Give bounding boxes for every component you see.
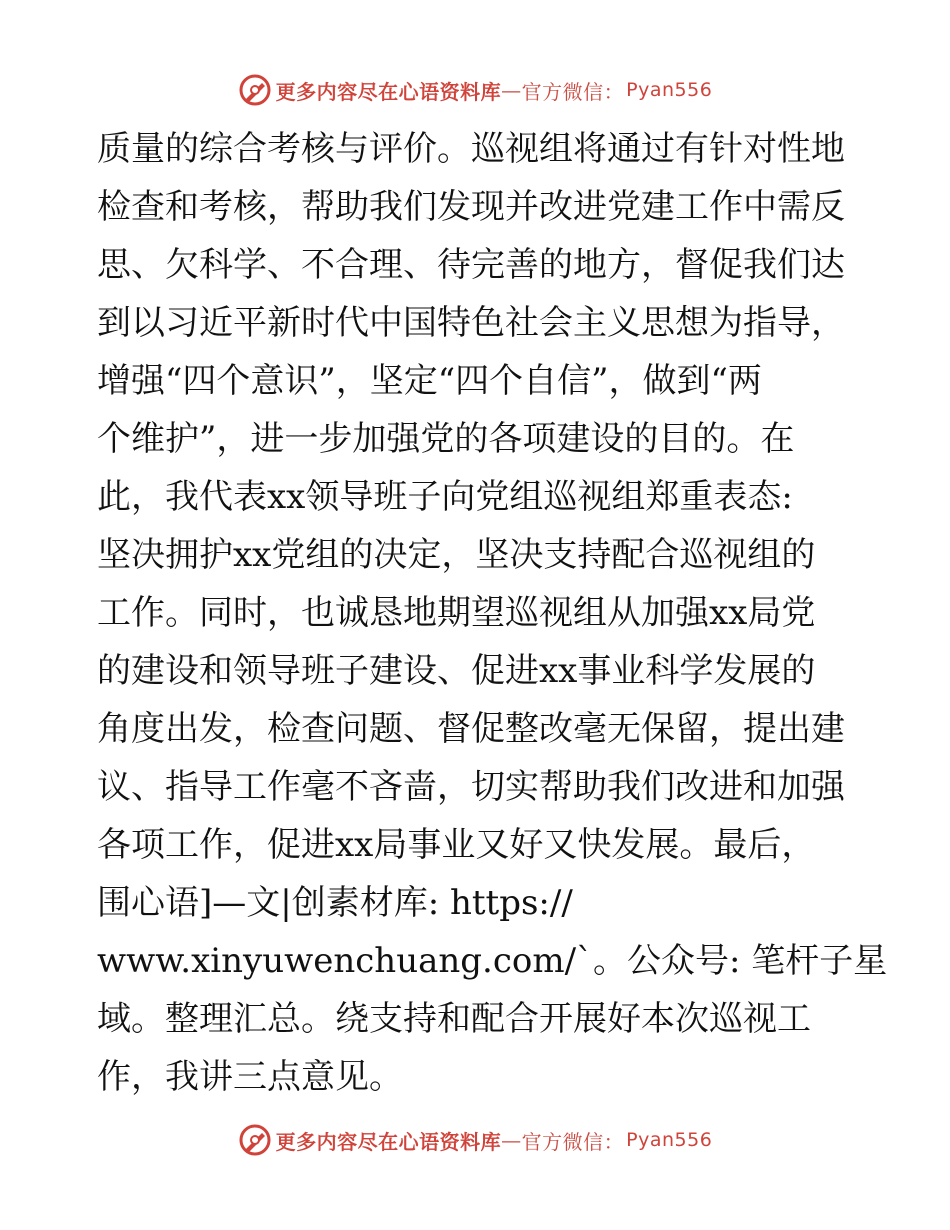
text-line: 思、欠科学、不合理、待完善的地方，督促我们达 <box>97 245 845 285</box>
body-paragraph <box>97 120 888 1106</box>
text-line: 质量的综合考核与评价。巡视组将通过有针对性地 <box>97 129 845 169</box>
header-separator: — <box>501 78 522 102</box>
footer-wechat-id: Pyan556 <box>626 1129 713 1151</box>
text-line: 工作。同时，也诚恳地期望巡视组从加强xx局党 <box>97 593 816 633</box>
text-line: 域。整理汇总。绕支持和配合开展好本次巡视工 <box>97 999 811 1039</box>
text-line: 角度出发，检查问题、督促整改毫无保留，提出建 <box>97 709 845 749</box>
header-wechat-id: Pyan556 <box>626 79 713 101</box>
footer-brand-text: 更多内容尽在心语资料库 <box>275 1129 502 1154</box>
text-line: 此，我代表xx领导班子向党组巡视组郑重表态: <box>97 477 793 517</box>
text-line: 的建设和领导班子建设、促进xx事业科学发展的 <box>97 651 816 691</box>
header-brand-text: 更多内容尽在心语资料库 <box>275 79 502 104</box>
text-line: 检查和考核，帮助我们发现并改进党建工作中需反 <box>97 187 845 227</box>
text-line: 议、指导工作毫不吝啬，切实帮助我们改进和加强 <box>97 767 845 807</box>
text-line: 作，我讲三点意见。 <box>97 1057 403 1097</box>
header-banner <box>0 70 950 110</box>
quill-logo-icon <box>238 73 272 107</box>
text-line: 到以习近平新时代中国特色社会主义思想为指导， <box>97 303 845 343</box>
quill-logo-icon <box>238 1123 272 1157</box>
footer-banner <box>0 1120 950 1160</box>
text-line: 个维护”，进一步加强党的各项建设的目的。在 <box>97 419 795 459</box>
footer-separator: — <box>501 1128 522 1152</box>
text-line: 增强“四个意识”，坚定“四个自信”，做到“两 <box>97 361 762 401</box>
text-line: 坚决拥护xx党组的决定，坚决支持配合巡视组的 <box>97 535 816 575</box>
footer-official-label: 官方微信： <box>521 1129 625 1154</box>
header-official-label: 官方微信： <box>521 79 625 104</box>
text-line: www.xinyuwenchuang.com/`。公众号: 笔杆子星 <box>97 941 888 981</box>
text-line: 各项工作，促进xx局事业又好又快发展。最后， <box>97 825 816 865</box>
text-line: 围心语]—文|创素材库: https:// <box>97 883 573 923</box>
